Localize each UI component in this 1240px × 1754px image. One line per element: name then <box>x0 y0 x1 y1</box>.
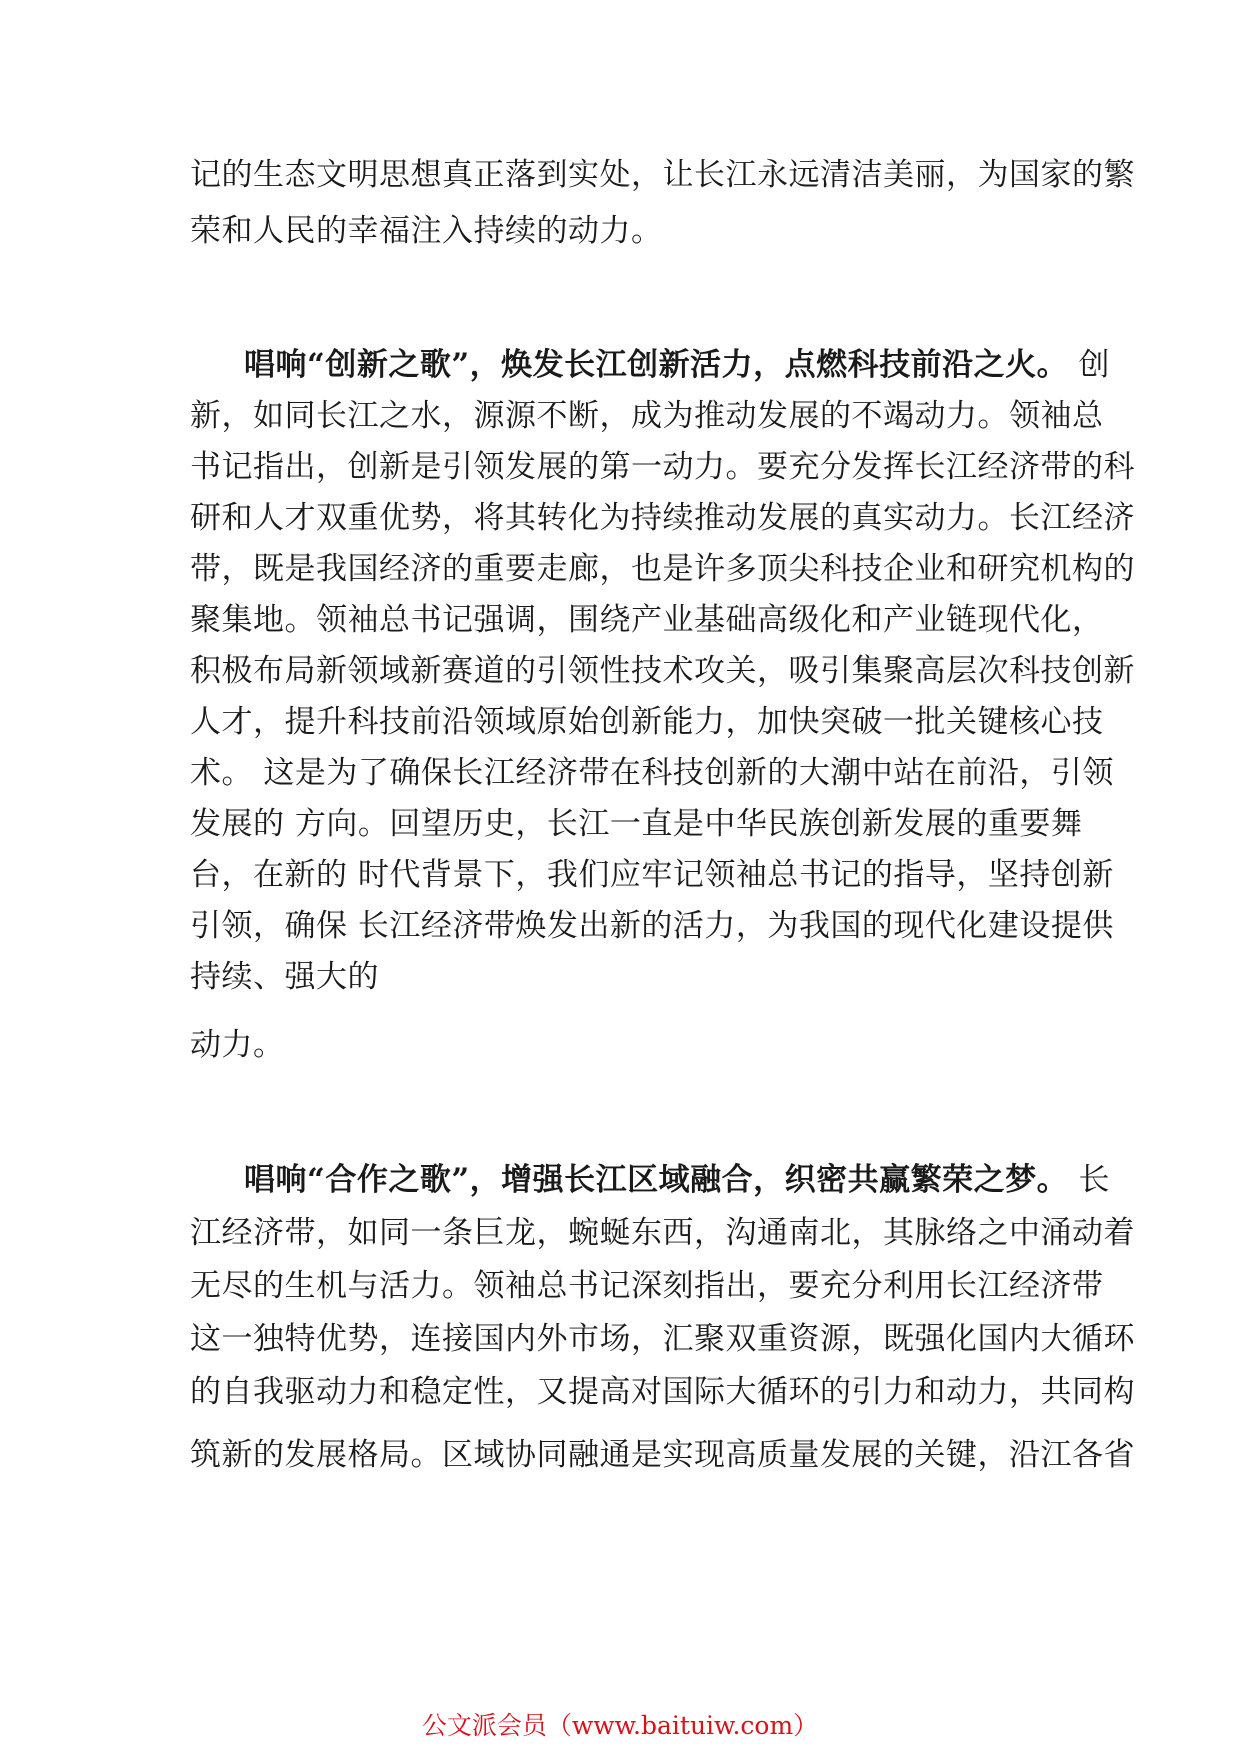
paragraph-3-line: 无尽的生机与活力。领袖总书记深刻指出，要充分利用长江经济带 <box>190 1268 1104 1304</box>
paragraph-2-line: 研和人才双重优势，将其转化为持续推动发展的真实动力。长江经济 <box>190 500 1135 536</box>
paragraph-2-line: 书记指出，创新是引领发展的第一动力。要充分发挥长江经济带的科 <box>190 449 1135 485</box>
paragraph-2-line: 聚集地。领袖总书记强调，围绕产业基础高级化和产业链现代化， <box>190 602 1104 638</box>
paragraph-2-line: 带，既是我国经济的重要走廊，也是许多顶尖科技企业和研究机构的 <box>190 551 1135 587</box>
paragraph-2-heading: 唱响“创新之歌”，焕发长江创新活力，点燃科技前沿之火。 <box>244 347 1069 383</box>
paragraph-1-line-1: 记的生态文明思想真正落到实处，让长江永远清洁美丽，为国家的繁 <box>190 157 1135 193</box>
footer-watermark-link[interactable]: 公文派会员（www.baituiw.com） <box>421 1711 819 1740</box>
paragraph-3-heading: 唱响“合作之歌”，增强长江区域融合，织密共赢繁荣之梦。 <box>244 1162 1069 1198</box>
paragraph-3-heading-tail: 长 <box>1078 1162 1111 1198</box>
paragraph-2-line: 持续、强大的 <box>190 959 379 995</box>
paragraph-2-line: 术。 这是为了确保长江经济带在科技创新的大潮中站在前沿，引领 <box>190 755 1114 791</box>
paragraph-2-heading-tail: 创 <box>1078 347 1111 383</box>
paragraph-2-line: 积极布局新领域新赛道的引领性技术攻关，吸引集聚高层次科技创新 <box>190 653 1135 689</box>
paragraph-2-line: 引领，确保 长江经济带焕发出新的活力，为我国的现代化建设提供 <box>190 908 1114 944</box>
paragraph-2-line: 台，在新的 时代背景下，我们应牢记领袖总书记的指导，坚持创新 <box>190 857 1114 893</box>
paragraph-3-line: 江经济带，如同一条巨龙，蜿蜒东西，沟通南北，其脉络之中涌动着 <box>190 1215 1135 1251</box>
paragraph-3-line: 筑新的发展格局。区域协同融通是实现高质量发展的关键，沿江各省 <box>190 1437 1135 1473</box>
paragraph-2-line: 动力。 <box>190 1027 285 1063</box>
paragraph-2-line: 发展的 方向。回望历史，长江一直是中华民族创新发展的重要舞 <box>190 806 1083 842</box>
paragraph-2-line: 新，如同长江之水，源源不断，成为推动发展的不竭动力。领袖总 <box>190 398 1104 434</box>
paragraph-2-line: 人才，提升科技前沿领域原始创新能力，加快突破一批关键核心技 <box>190 704 1104 740</box>
paragraph-1-line-2: 荣和人民的幸福注入持续的动力。 <box>190 213 663 249</box>
paragraph-2-heading-line <box>244 347 1111 383</box>
paragraph-3-heading-line <box>244 1162 1111 1198</box>
paragraph-3-line: 的自我驱动力和稳定性，又提高对国际大循环的引力和动力，共同构 <box>190 1374 1135 1410</box>
paragraph-3-line: 这一独特优势，连接国内外市场，汇聚双重资源，既强化国内大循环 <box>190 1321 1135 1357</box>
